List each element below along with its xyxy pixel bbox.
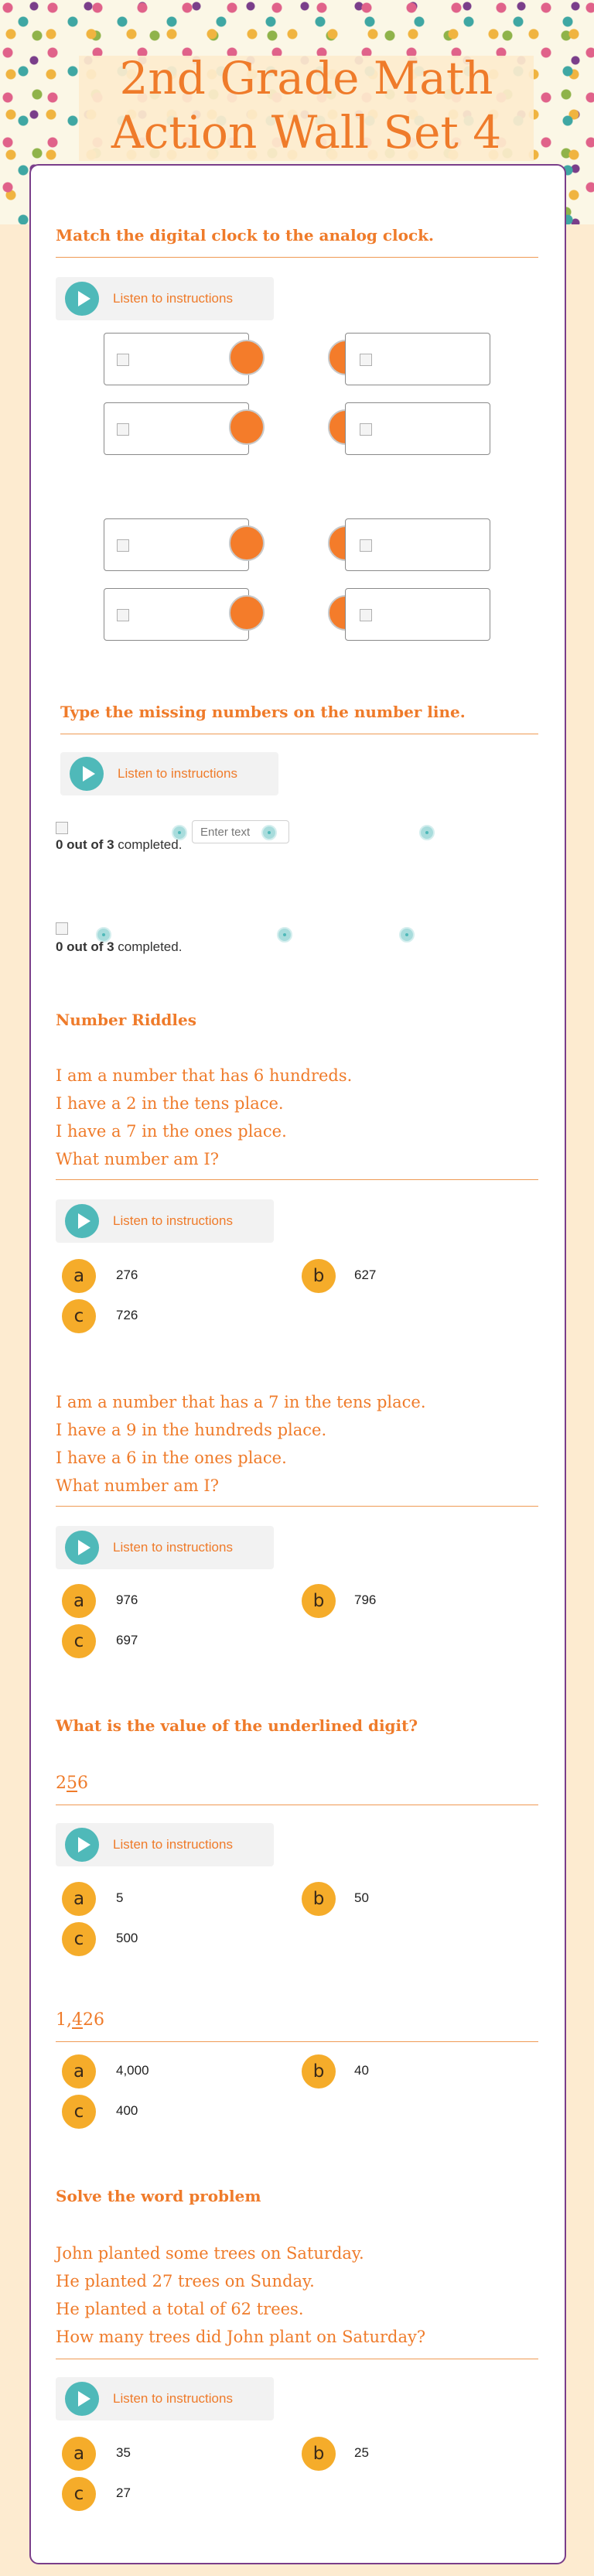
- option-c-label[interactable]: 27: [116, 2485, 131, 2500]
- listen-label: Listen to instructions: [118, 766, 237, 781]
- divider: [56, 1506, 538, 1507]
- digit-after: 26: [83, 2010, 104, 2030]
- option-a-label[interactable]: 5: [116, 1890, 124, 1905]
- play-icon: [70, 757, 104, 791]
- clock-card[interactable]: [345, 333, 490, 385]
- riddle-line: I have a 9 in the hundreds place.: [56, 1421, 327, 1439]
- option-a-label[interactable]: 4,000: [116, 2063, 149, 2078]
- match-connector[interactable]: [229, 340, 265, 375]
- number-line-point[interactable]: [277, 927, 292, 942]
- listen-label: Listen to instructions: [113, 2391, 233, 2406]
- option-a-badge[interactable]: a: [62, 2437, 96, 2471]
- progress-score: 0 out of 3: [56, 939, 114, 954]
- broken-image-icon: [56, 822, 68, 834]
- word-problem-line: He planted a total of 62 trees.: [56, 2300, 304, 2318]
- option-c-label[interactable]: 726: [116, 1308, 138, 1322]
- match-connector[interactable]: [229, 409, 265, 445]
- listen-label: Listen to instructions: [113, 1213, 233, 1228]
- option-b-label[interactable]: 25: [354, 2445, 369, 2460]
- option-b-badge[interactable]: b: [302, 1882, 336, 1916]
- option-b-label[interactable]: 796: [354, 1592, 377, 1607]
- option-a-label[interactable]: 35: [116, 2445, 131, 2460]
- number-line-progress: [56, 837, 182, 853]
- broken-image-icon: [117, 609, 129, 621]
- clock-card[interactable]: [104, 402, 249, 455]
- option-c-badge[interactable]: c: [62, 1922, 96, 1956]
- numberline-section-heading: Type the missing numbers on the number line.: [60, 703, 466, 721]
- digit-question-1: [56, 1774, 88, 1793]
- option-a-badge[interactable]: a: [62, 1259, 96, 1293]
- riddle-line: I have a 2 in the tens place.: [56, 1094, 284, 1113]
- option-c-label[interactable]: 697: [116, 1633, 138, 1647]
- worksheet-panel: [29, 164, 566, 2564]
- digit-question-2: [56, 2010, 104, 2030]
- riddle-line: I have a 6 in the ones place.: [56, 1449, 287, 1467]
- option-c-label[interactable]: 400: [116, 2103, 138, 2118]
- play-icon: [65, 282, 99, 316]
- riddle-line: I am a number that has 6 hundreds.: [56, 1066, 353, 1085]
- broken-image-icon: [56, 922, 68, 935]
- option-b-label[interactable]: 50: [354, 1890, 369, 1905]
- listen-button-clocks[interactable]: [56, 277, 274, 320]
- clock-card[interactable]: [345, 588, 490, 641]
- option-a-badge[interactable]: a: [62, 1882, 96, 1916]
- word-problem-line: John planted some trees on Saturday.: [56, 2244, 364, 2263]
- digit-before: 2: [56, 1774, 67, 1793]
- riddles-section-heading: Number Riddles: [56, 1011, 196, 1029]
- play-icon: [65, 1204, 99, 1238]
- option-c-label[interactable]: 500: [116, 1931, 138, 1945]
- underlined-digit: 5: [67, 1774, 77, 1793]
- option-c-badge[interactable]: c: [62, 1624, 96, 1658]
- digit-after: 6: [77, 1774, 88, 1793]
- listen-button-digit-1[interactable]: [56, 1823, 274, 1866]
- play-icon: [65, 1531, 99, 1565]
- divider: [56, 1179, 538, 1180]
- clock-card[interactable]: [345, 402, 490, 455]
- match-connector[interactable]: [229, 525, 265, 561]
- riddle-2-text: [56, 1388, 426, 1500]
- broken-image-icon: [117, 539, 129, 552]
- riddle-line: I am a number that has a 7 in the tens place.: [56, 1393, 426, 1411]
- match-connector[interactable]: [229, 595, 265, 631]
- play-icon: [65, 2382, 99, 2416]
- page-title: 2nd Grade Math Action Wall Set 4: [111, 52, 502, 159]
- broken-image-icon: [360, 609, 372, 621]
- option-b-label[interactable]: 40: [354, 2063, 369, 2078]
- clock-card[interactable]: [104, 588, 249, 641]
- option-c-badge[interactable]: c: [62, 2477, 96, 2511]
- progress-suffix: completed.: [114, 939, 183, 954]
- broken-image-icon: [117, 354, 129, 366]
- option-a-badge[interactable]: a: [62, 2054, 96, 2089]
- clock-section-heading: Match the digital clock to the analog clock.: [56, 226, 434, 245]
- option-c-badge[interactable]: c: [62, 1299, 96, 1333]
- number-line-point[interactable]: [261, 825, 277, 840]
- broken-image-icon: [360, 423, 372, 436]
- broken-image-icon: [360, 539, 372, 552]
- listen-label: Listen to instructions: [113, 1540, 233, 1555]
- listen-button-riddle-2[interactable]: [56, 1526, 274, 1569]
- digit-section-heading: What is the value of the underlined digit?: [56, 1716, 418, 1735]
- play-icon: [65, 1828, 99, 1862]
- word-problem-line: How many trees did John plant on Saturday?: [56, 2328, 426, 2346]
- option-b-badge[interactable]: b: [302, 1584, 336, 1618]
- broken-image-icon: [117, 423, 129, 436]
- option-b-badge[interactable]: b: [302, 1259, 336, 1293]
- option-a-label[interactable]: 276: [116, 1267, 138, 1282]
- divider: [56, 257, 538, 258]
- option-b-badge[interactable]: b: [302, 2437, 336, 2471]
- word-problem-line: He planted 27 trees on Sunday.: [56, 2272, 315, 2290]
- option-a-label[interactable]: 976: [116, 1592, 138, 1607]
- option-b-label[interactable]: 627: [354, 1267, 377, 1282]
- option-a-badge[interactable]: a: [62, 1584, 96, 1618]
- clock-card[interactable]: [104, 518, 249, 571]
- option-c-badge[interactable]: c: [62, 2095, 96, 2129]
- listen-button-riddle-1[interactable]: [56, 1199, 274, 1243]
- listen-label: Listen to instructions: [113, 1837, 233, 1852]
- listen-button-numberline[interactable]: [60, 752, 278, 795]
- progress-score: 0 out of 3: [56, 837, 114, 852]
- riddle-1-text: [56, 1062, 352, 1173]
- word-problem-heading: Solve the word problem: [56, 2187, 261, 2205]
- riddle-line: What number am I?: [56, 1476, 219, 1495]
- number-line-progress: [56, 939, 182, 955]
- broken-image-icon: [360, 354, 372, 366]
- riddle-line: I have a 7 in the ones place.: [56, 1122, 287, 1141]
- underlined-digit: 4: [72, 2010, 83, 2030]
- listen-button-word-problem[interactable]: [56, 2377, 274, 2420]
- clock-card[interactable]: [345, 518, 490, 571]
- clock-card[interactable]: [104, 333, 249, 385]
- listen-label: Listen to instructions: [113, 291, 233, 306]
- digit-before: 1,: [56, 2010, 72, 2030]
- word-problem-text: [56, 2239, 425, 2351]
- number-line-point[interactable]: [419, 825, 435, 840]
- divider: [56, 2041, 538, 2042]
- riddle-line: What number am I?: [56, 1150, 219, 1168]
- option-b-badge[interactable]: b: [302, 2054, 336, 2089]
- number-line-point[interactable]: [399, 927, 415, 942]
- progress-suffix: completed.: [114, 837, 183, 852]
